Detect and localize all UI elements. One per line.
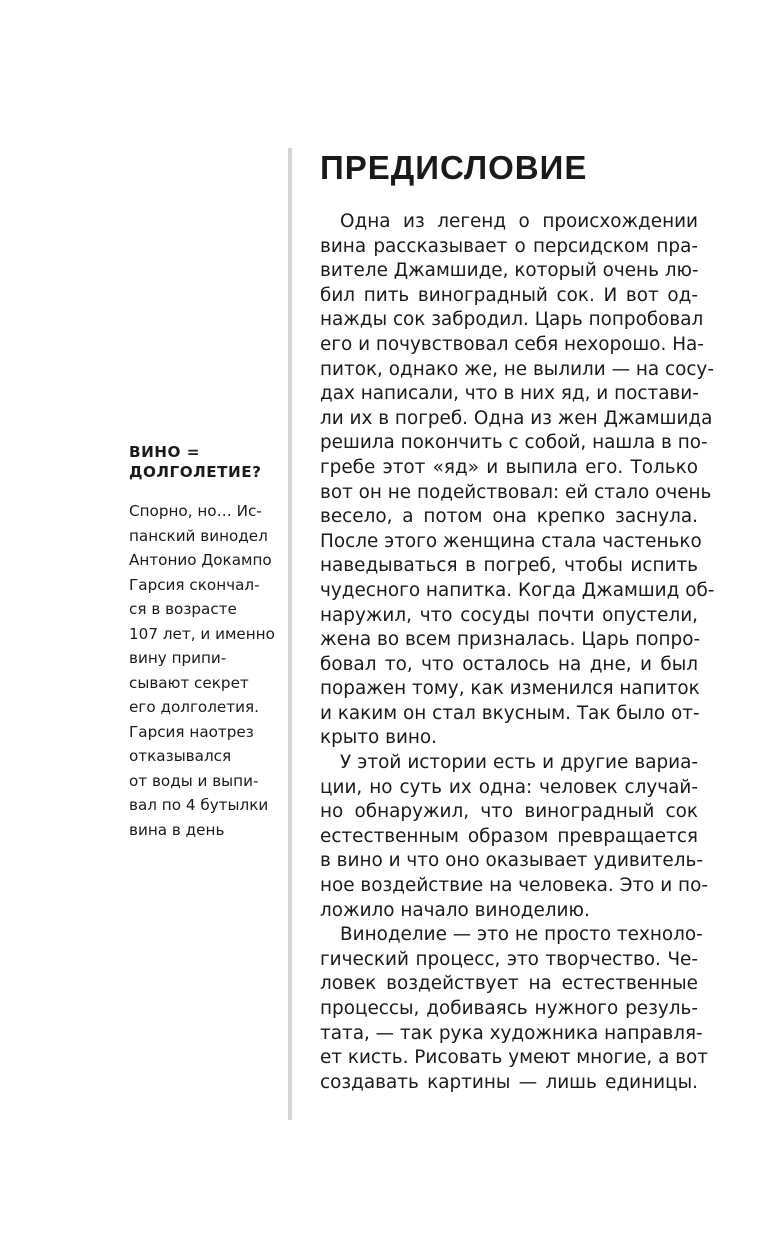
body-line: вот он не подействовал: ей стало очень — [320, 481, 712, 503]
body-line: тата, — так рука художника направля- — [320, 1022, 703, 1044]
body-line: поражен тому, как изменился напиток — [320, 678, 700, 700]
sidebar-line: панский винодел — [129, 526, 268, 545]
sidebar-heading — [129, 442, 261, 482]
sidebar-note — [129, 499, 281, 842]
body-line: гический процесс, это творчество. Че- — [320, 948, 698, 970]
body-line: вителе Джамшиде, который очень лю- — [320, 260, 699, 282]
body-line: ное воздействие на человека. Это и по- — [320, 875, 708, 897]
body-line: ложило начало виноделию. — [320, 899, 590, 921]
body-line: После этого женщина стала частенько — [320, 530, 702, 552]
page-title: ПРЕДИСЛОВИЕ — [320, 149, 588, 186]
sidebar-line: сывают секрет — [129, 673, 249, 692]
sidebar-line: от воды и выпи- — [129, 771, 259, 790]
body-line: Виноделие — это не просто техноло- — [340, 924, 703, 946]
sidebar-line: 107 лет, и именно — [129, 624, 275, 643]
body-line: но обнаружил, что виноградный сок — [320, 801, 698, 823]
body-line: ет кисть. Рисовать умеют многие, а вот — [320, 1047, 708, 1069]
sidebar-line: ся в возрасте — [129, 600, 237, 618]
sidebar-line: его долголетия. — [129, 698, 259, 716]
body-line: решила покончить с собой, нашла в по- — [320, 432, 708, 454]
body-line: вина рассказывает о персидском пра- — [320, 235, 698, 257]
body-line: естественным образом превращается — [320, 825, 698, 847]
column-divider — [288, 148, 292, 1120]
sidebar-line: вина в день — [129, 820, 225, 839]
sidebar-line: вину припи- — [129, 649, 227, 667]
sidebar-heading-line: ДОЛГОЛЕТИЕ? — [129, 463, 262, 481]
preface-body — [320, 210, 715, 1095]
body-line: питок, однако же, не вылили — на сосу- — [320, 358, 714, 380]
body-line: его и почувствовал себя нехорошо. На- — [320, 333, 704, 355]
sidebar-line: вал по 4 бутылки — [129, 796, 269, 814]
sidebar-line: Спорно, но… Ис- — [129, 502, 262, 520]
body-line: ли их в погреб. Одна из жен Джамшида — [320, 407, 713, 429]
body-line: бил пить виноградный сок. И вот од- — [320, 284, 698, 306]
body-line: бовал то, что осталось на дне, и был — [320, 653, 698, 675]
body-line: и каким он стал вкусным. Так было от- — [320, 702, 700, 724]
sidebar-line: Гарсия скончал- — [129, 575, 260, 594]
body-line: создавать картины — лишь единицы. — [320, 1071, 698, 1093]
body-line: наведываться в погреб, чтобы испить — [320, 555, 698, 577]
body-line: ции, но суть их одна: человек случай- — [320, 776, 698, 798]
body-line: крыто вино. — [320, 727, 438, 749]
sidebar-heading-line: ВИНО = — [129, 443, 200, 461]
body-line: чудесного напитка. Когда Джамшид об- — [320, 579, 715, 601]
sidebar-line: Гарсия наотрез — [129, 722, 254, 741]
body-line: ловек воздействует на естественные — [320, 973, 698, 995]
body-line: в вино и что оно оказывает удивитель- — [320, 850, 703, 872]
sidebar-line: отказывался — [129, 747, 232, 765]
body-line: дах написали, что в них яд, и постави- — [320, 383, 699, 405]
body-line: процессы, добиваясь нужного резуль- — [320, 998, 698, 1019]
body-line: нажды сок забродил. Царь попробовал — [320, 309, 704, 331]
body-line: весело, а потом она крепко заснула. — [320, 506, 698, 528]
body-line: Одна из легенд о происхождении — [340, 211, 698, 232]
sidebar-line: Антонио Докампо — [129, 551, 272, 569]
body-line: гребе этот «яд» и выпила его. Только — [320, 456, 698, 478]
body-line: У этой истории есть и другие вариа- — [340, 752, 698, 774]
body-line: наружил, что сосуды почти опустели, — [320, 604, 698, 626]
body-line: жена во всем призналась. Царь попро- — [320, 629, 701, 651]
